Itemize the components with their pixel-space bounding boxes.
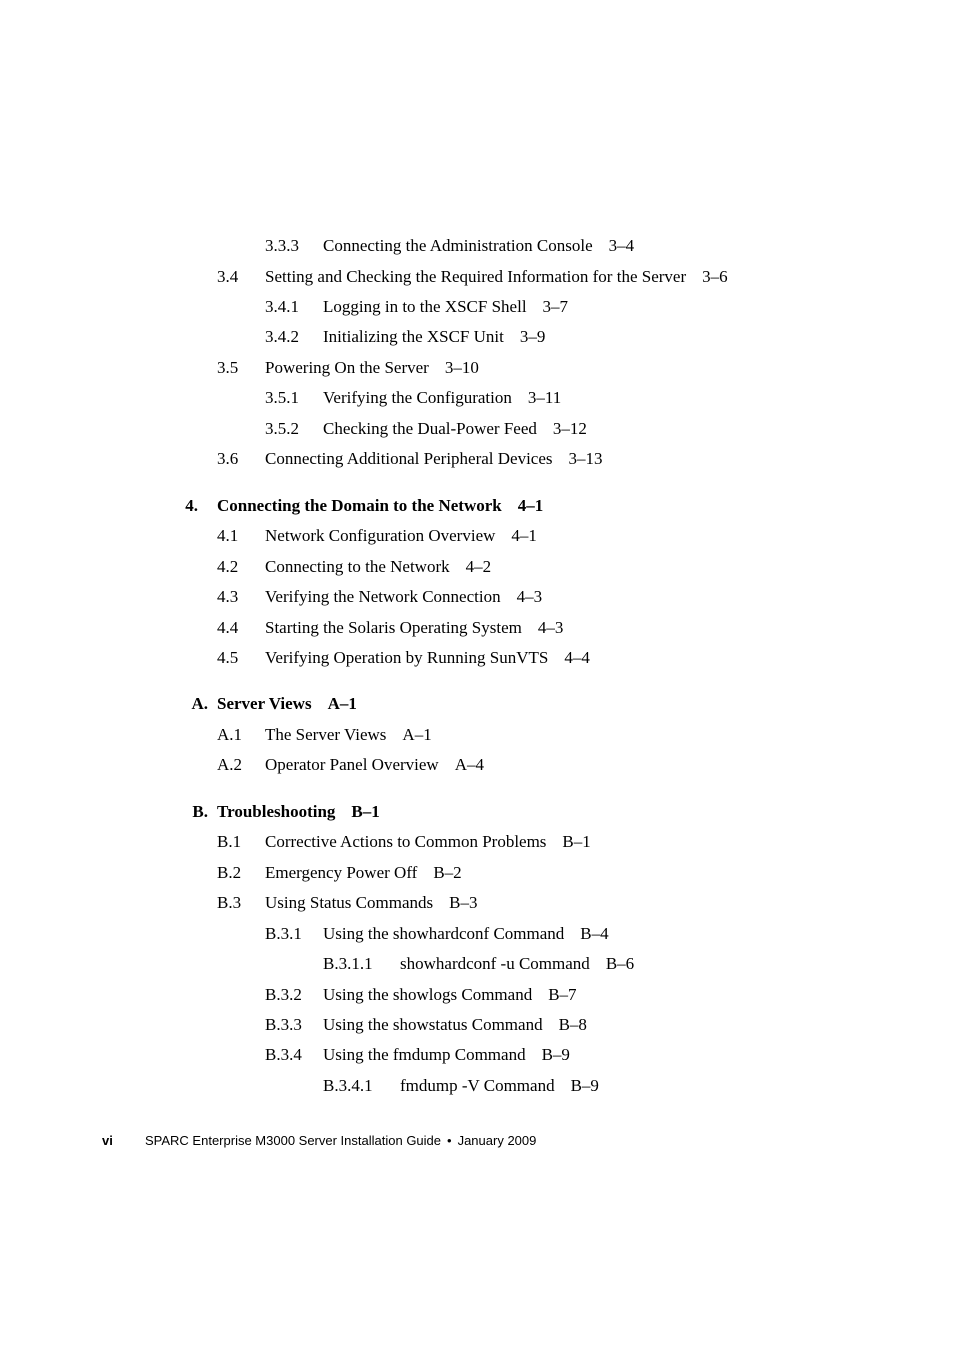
toc-number: B.3.3 [265, 1015, 302, 1034]
toc-page: 4–1 [511, 526, 537, 545]
toc-number: 3.3.3 [265, 236, 299, 255]
footer-document-title: SPARC Enterprise M3000 Server Installation Guide [145, 1133, 442, 1148]
toc-number: 3.6 [217, 449, 239, 468]
toc-number: B.3.4.1 [323, 1076, 373, 1095]
toc-page: B–6 [605, 954, 635, 973]
footer-page-number: vi [102, 1133, 113, 1148]
toc-number: 4.1 [217, 526, 239, 545]
toc-chapter-title: Connecting the Domain to the Network 4–1 [217, 496, 544, 515]
footer-bullet: • [447, 1133, 452, 1148]
toc-chapter-number: 4. [185, 496, 198, 515]
toc-number: 3.4 [217, 267, 239, 286]
toc-number: 4.3 [217, 587, 239, 606]
toc-title: Using the showstatus Command B–8 [323, 1015, 587, 1034]
toc-page: A–1 [327, 694, 357, 713]
toc-page: B–9 [541, 1045, 570, 1064]
toc-page: 3–12 [552, 419, 587, 438]
toc-number: 4.2 [217, 557, 239, 576]
toc-page: 4–3 [537, 618, 564, 637]
toc-number: A.1 [217, 725, 243, 744]
toc-page: B–4 [580, 924, 609, 943]
toc-appendix-title: Troubleshooting B–1 [217, 802, 380, 821]
toc-appendix-number: B. [192, 802, 208, 821]
toc-number: 3.5.2 [265, 419, 299, 438]
toc-number: A.2 [217, 755, 243, 774]
toc-number: B.3.1 [265, 924, 302, 943]
toc-page: B–1 [562, 832, 591, 851]
footer-document-info [145, 1132, 536, 1150]
toc-number: B.3 [217, 893, 242, 912]
toc-number: B.3.4 [265, 1045, 302, 1064]
toc-page: 4–1 [517, 496, 544, 515]
toc-page: 3–9 [519, 327, 546, 346]
toc-number: 4.5 [217, 648, 239, 667]
toc-appendix-title: Server Views A–1 [217, 694, 357, 713]
toc-title: Operator Panel Overview A–4 [265, 755, 484, 774]
toc-title: Emergency Power Off B–2 [265, 863, 462, 882]
toc-title: Checking the Dual-Power Feed 3–12 [323, 419, 587, 438]
toc-page: 3–10 [444, 358, 479, 377]
toc-title: fmdump -V Command B–9 [400, 1076, 599, 1095]
toc-page: 3–13 [568, 449, 603, 468]
toc-number: B.3.1.1 [323, 954, 373, 973]
toc-number: 3.5.1 [265, 388, 299, 407]
toc-page: 4–2 [465, 557, 492, 576]
toc-page: 4–4 [564, 648, 590, 667]
toc-page: 3–6 [702, 267, 728, 286]
toc-title: Initializing the XSCF Unit 3–9 [323, 327, 546, 346]
toc-title: Using the showlogs Command B–7 [323, 985, 577, 1004]
toc-number: 3.4.1 [265, 297, 299, 316]
toc-number: B.1 [217, 832, 242, 851]
toc-title: Logging in to the XSCF Shell 3–7 [323, 297, 569, 316]
toc-page: B–3 [449, 893, 478, 912]
toc-title: Corrective Actions to Common Problems B–1 [265, 832, 591, 851]
toc-title: Using Status Commands B–3 [265, 893, 478, 912]
toc-page: B–1 [351, 802, 380, 821]
footer-date: January 2009 [457, 1133, 537, 1148]
toc-title: The Server Views A–1 [265, 725, 432, 744]
toc-title: Starting the Solaris Operating System 4–3 [265, 618, 564, 637]
toc-title: Verifying Operation by Running SunVTS 4–4 [265, 648, 590, 667]
toc-page: 4–3 [516, 587, 543, 606]
toc-title: Connecting to the Network 4–2 [265, 557, 492, 576]
toc-page: B–8 [558, 1015, 587, 1034]
toc-page: 3–7 [542, 297, 569, 316]
toc-page: B–9 [570, 1076, 599, 1095]
toc-page: B–2 [433, 863, 462, 882]
toc-number: B.2 [217, 863, 242, 882]
toc-title: Verifying the Network Connection 4–3 [265, 587, 543, 606]
toc-title: Setting and Checking the Required Information for the Server 3–6 [265, 267, 728, 286]
toc-number: 4.4 [217, 618, 239, 637]
toc-number: B.3.2 [265, 985, 302, 1004]
toc-title: showhardconf -u Command B–6 [400, 954, 635, 973]
toc-page: A–4 [454, 755, 484, 774]
toc-page: 3–4 [608, 236, 635, 255]
toc-title: Connecting Additional Peripheral Devices 3–13 [265, 449, 603, 468]
toc-number: 3.5 [217, 358, 239, 377]
toc-title: Powering On the Server 3–10 [265, 358, 479, 377]
toc-title: Using the fmdump Command B–9 [323, 1045, 570, 1064]
toc-number: 3.4.2 [265, 327, 299, 346]
toc-page: B–7 [548, 985, 577, 1004]
toc-title: Connecting the Administration Console 3–4 [323, 236, 635, 255]
toc-title: Verifying the Configuration 3–11 [323, 388, 562, 407]
toc-page: 3–11 [527, 388, 562, 407]
toc-title: Network Configuration Overview 4–1 [265, 526, 537, 545]
toc-title: Using the showhardconf Command B–4 [323, 924, 609, 943]
toc-appendix-number: A. [191, 694, 208, 713]
toc-page: A–1 [402, 725, 432, 744]
